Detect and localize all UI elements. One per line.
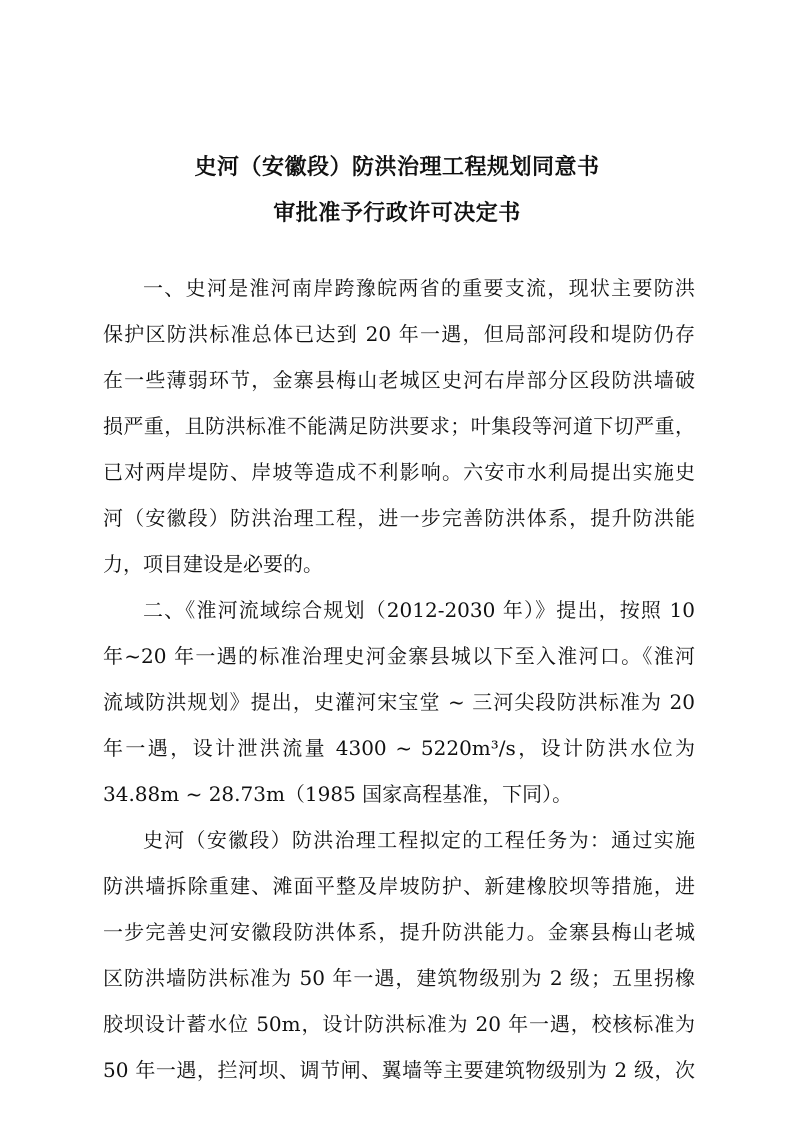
paragraph-3-line-5: 胶坝设计蓄水位 50m，设计防洪标准为 20 年一遇，校核标准为 — [103, 1012, 695, 1036]
paragraph-2-line-3: 流域防洪规划》提出，史灌河宋宝堂 ~ 三河尖段防洪标准为 20 — [103, 690, 695, 714]
paragraph-1-line-2: 保护区防洪标准总体已达到 20 年一遇，但局部河段和堤防仍存 — [103, 322, 695, 346]
paragraph-2-line-5: 34.88m ~ 28.73m（1985 国家高程基准，下同）。 — [103, 782, 573, 806]
document-title-line-2: 审批准予行政许可决定书 — [273, 201, 521, 226]
paragraph-1-line-4: 损严重，且防洪标准不能满足防洪要求；叶集段等河道下切严重， — [103, 414, 695, 438]
paragraph-3-line-6: 50 年一遇，拦河坝、调节闸、翼墙等主要建筑物级别为 2 级，次 — [103, 1058, 695, 1082]
paragraph-3-line-3: 一步完善史河安徽段防洪体系，提升防洪能力。金寨县梅山老城 — [103, 920, 695, 944]
paragraph-1-line-6: 河（安徽段）防洪治理工程，进一步完善防洪体系，提升防洪能 — [103, 506, 695, 530]
paragraph-1-line-7: 力，项目建设是必要的。 — [103, 552, 323, 576]
paragraph-2-line-2: 年~20 年一遇的标准治理史河金寨县城以下至入淮河口。《淮河 — [103, 644, 695, 668]
paragraph-3-line-1: 史河（安徽段）防洪治理工程拟定的工程任务为：通过实施 — [143, 828, 695, 852]
paragraph-1-line-3: 在一些薄弱环节，金寨县梅山老城区史河右岸部分区段防洪墙破 — [103, 368, 695, 392]
paragraph-1-line-5: 已对两岸堤防、岸坡等造成不利影响。六安市水利局提出实施史 — [103, 460, 695, 484]
paragraph-3-line-4: 区防洪墙防洪标准为 50 年一遇，建筑物级别为 2 级；五里拐橡 — [103, 966, 695, 990]
document-title-line-1: 史河（安徽段）防洪治理工程规划同意书 — [194, 155, 600, 180]
paragraph-3-line-2: 防洪墙拆除重建、滩面平整及岸坡防护、新建橡胶坝等措施，进 — [103, 874, 695, 898]
paragraph-2-line-4: 年一遇，设计泄洪流量 4300 ~ 5220m³/s，设计防洪水位为 — [103, 736, 695, 760]
paragraph-1-line-1: 一、史河是淮河南岸跨豫皖两省的重要支流，现状主要防洪 — [143, 276, 695, 300]
paragraph-2-line-1: 二、《淮河流域综合规划（2012-2030 年）》提出，按照 10 — [143, 598, 695, 622]
